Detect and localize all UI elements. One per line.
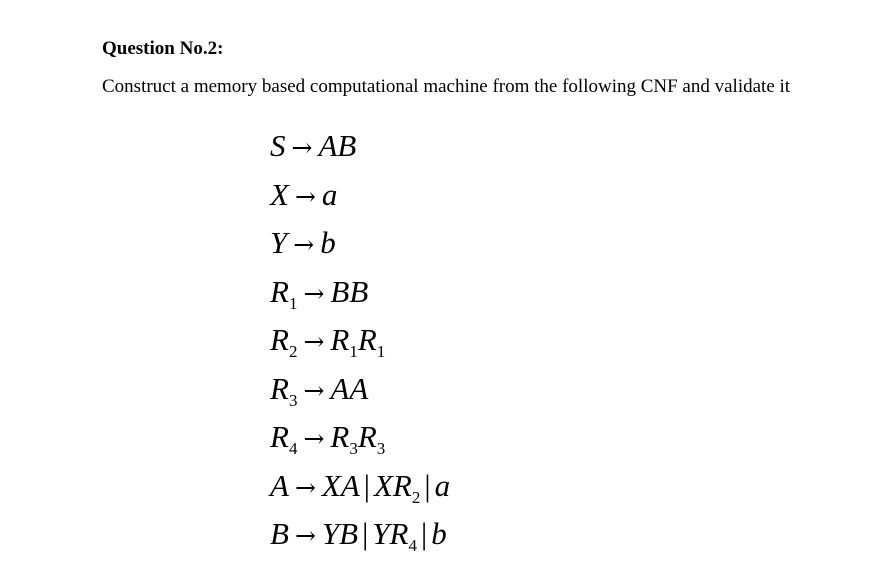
rule-lhs: S — [270, 128, 286, 163]
rule-rhs-symbol: AB — [318, 128, 357, 163]
grammar-rule — [270, 514, 536, 563]
grammar-rule — [270, 466, 536, 515]
rule-rhs-symbol: b — [320, 225, 336, 260]
arrow-symbol: → — [303, 327, 325, 356]
rule-lhs-subscript: 2 — [288, 342, 298, 361]
rule-lhs: B — [270, 516, 289, 551]
alternative-bar: | — [362, 516, 369, 551]
cnf-grammar — [270, 126, 536, 565]
rule-rhs-symbol: YR — [372, 516, 409, 551]
rule-lhs: R — [270, 273, 289, 309]
rule-rhs-symbol: R — [357, 322, 377, 357]
alternative-bar: | — [420, 516, 428, 551]
arrow-symbol: → — [294, 181, 316, 211]
rule-rhs-subscript: 1 — [349, 342, 358, 361]
arrow-symbol: → — [303, 424, 325, 453]
arrow-symbol: → — [293, 230, 315, 259]
rule-rhs-symbol: XR — [373, 467, 412, 503]
rule-lhs-subscript: 1 — [288, 293, 298, 313]
rule-rhs-symbol: R — [330, 419, 350, 454]
grammar-rule — [270, 272, 536, 321]
alternative-bar: | — [424, 467, 431, 503]
grammar-rule — [270, 126, 536, 175]
question-heading: Question No.2: — [102, 38, 224, 59]
grammar-rule — [270, 369, 536, 418]
rule-lhs: R — [270, 419, 289, 454]
grammar-rule — [270, 223, 536, 272]
rule-rhs-subscript: 3 — [376, 439, 386, 458]
rule-lhs: R — [270, 322, 289, 357]
arrow-symbol: → — [303, 278, 325, 308]
rule-rhs-symbol: R — [330, 322, 350, 357]
rule-lhs: A — [270, 467, 289, 503]
rule-lhs-subscript: 4 — [288, 439, 298, 458]
grammar-rule — [270, 320, 536, 369]
rule-lhs: X — [270, 176, 289, 212]
arrow-symbol: → — [291, 133, 313, 162]
rule-rhs-symbol: R — [357, 419, 377, 454]
rule-rhs-symbol: BB — [330, 273, 369, 309]
rule-rhs-symbol: b — [431, 516, 447, 551]
arrow-symbol: → — [303, 375, 325, 405]
rule-rhs-symbol: AA — [330, 370, 369, 406]
rule-lhs-subscript: 3 — [288, 390, 298, 410]
rule-rhs-symbol: XA — [321, 467, 360, 503]
rule-rhs-subscript: 1 — [376, 342, 386, 361]
arrow-symbol: → — [294, 521, 316, 550]
grammar-rule — [270, 175, 536, 224]
grammar-rule — [270, 417, 536, 466]
rule-rhs-subscript: 4 — [408, 536, 417, 555]
rule-rhs-symbol: a — [434, 467, 451, 503]
rule-rhs-subscript: 2 — [411, 487, 421, 507]
question-instruction: Construct a memory based computational machine from the following CNF and validate it — [102, 76, 791, 97]
rule-lhs: R — [270, 370, 289, 406]
rule-rhs-symbol: YB — [321, 516, 359, 551]
arrow-symbol: → — [294, 472, 316, 502]
rule-rhs-subscript: 3 — [349, 439, 358, 458]
rule-lhs: Y — [270, 225, 288, 260]
alternative-bar: | — [363, 467, 370, 503]
rule-rhs-symbol: a — [321, 176, 338, 212]
